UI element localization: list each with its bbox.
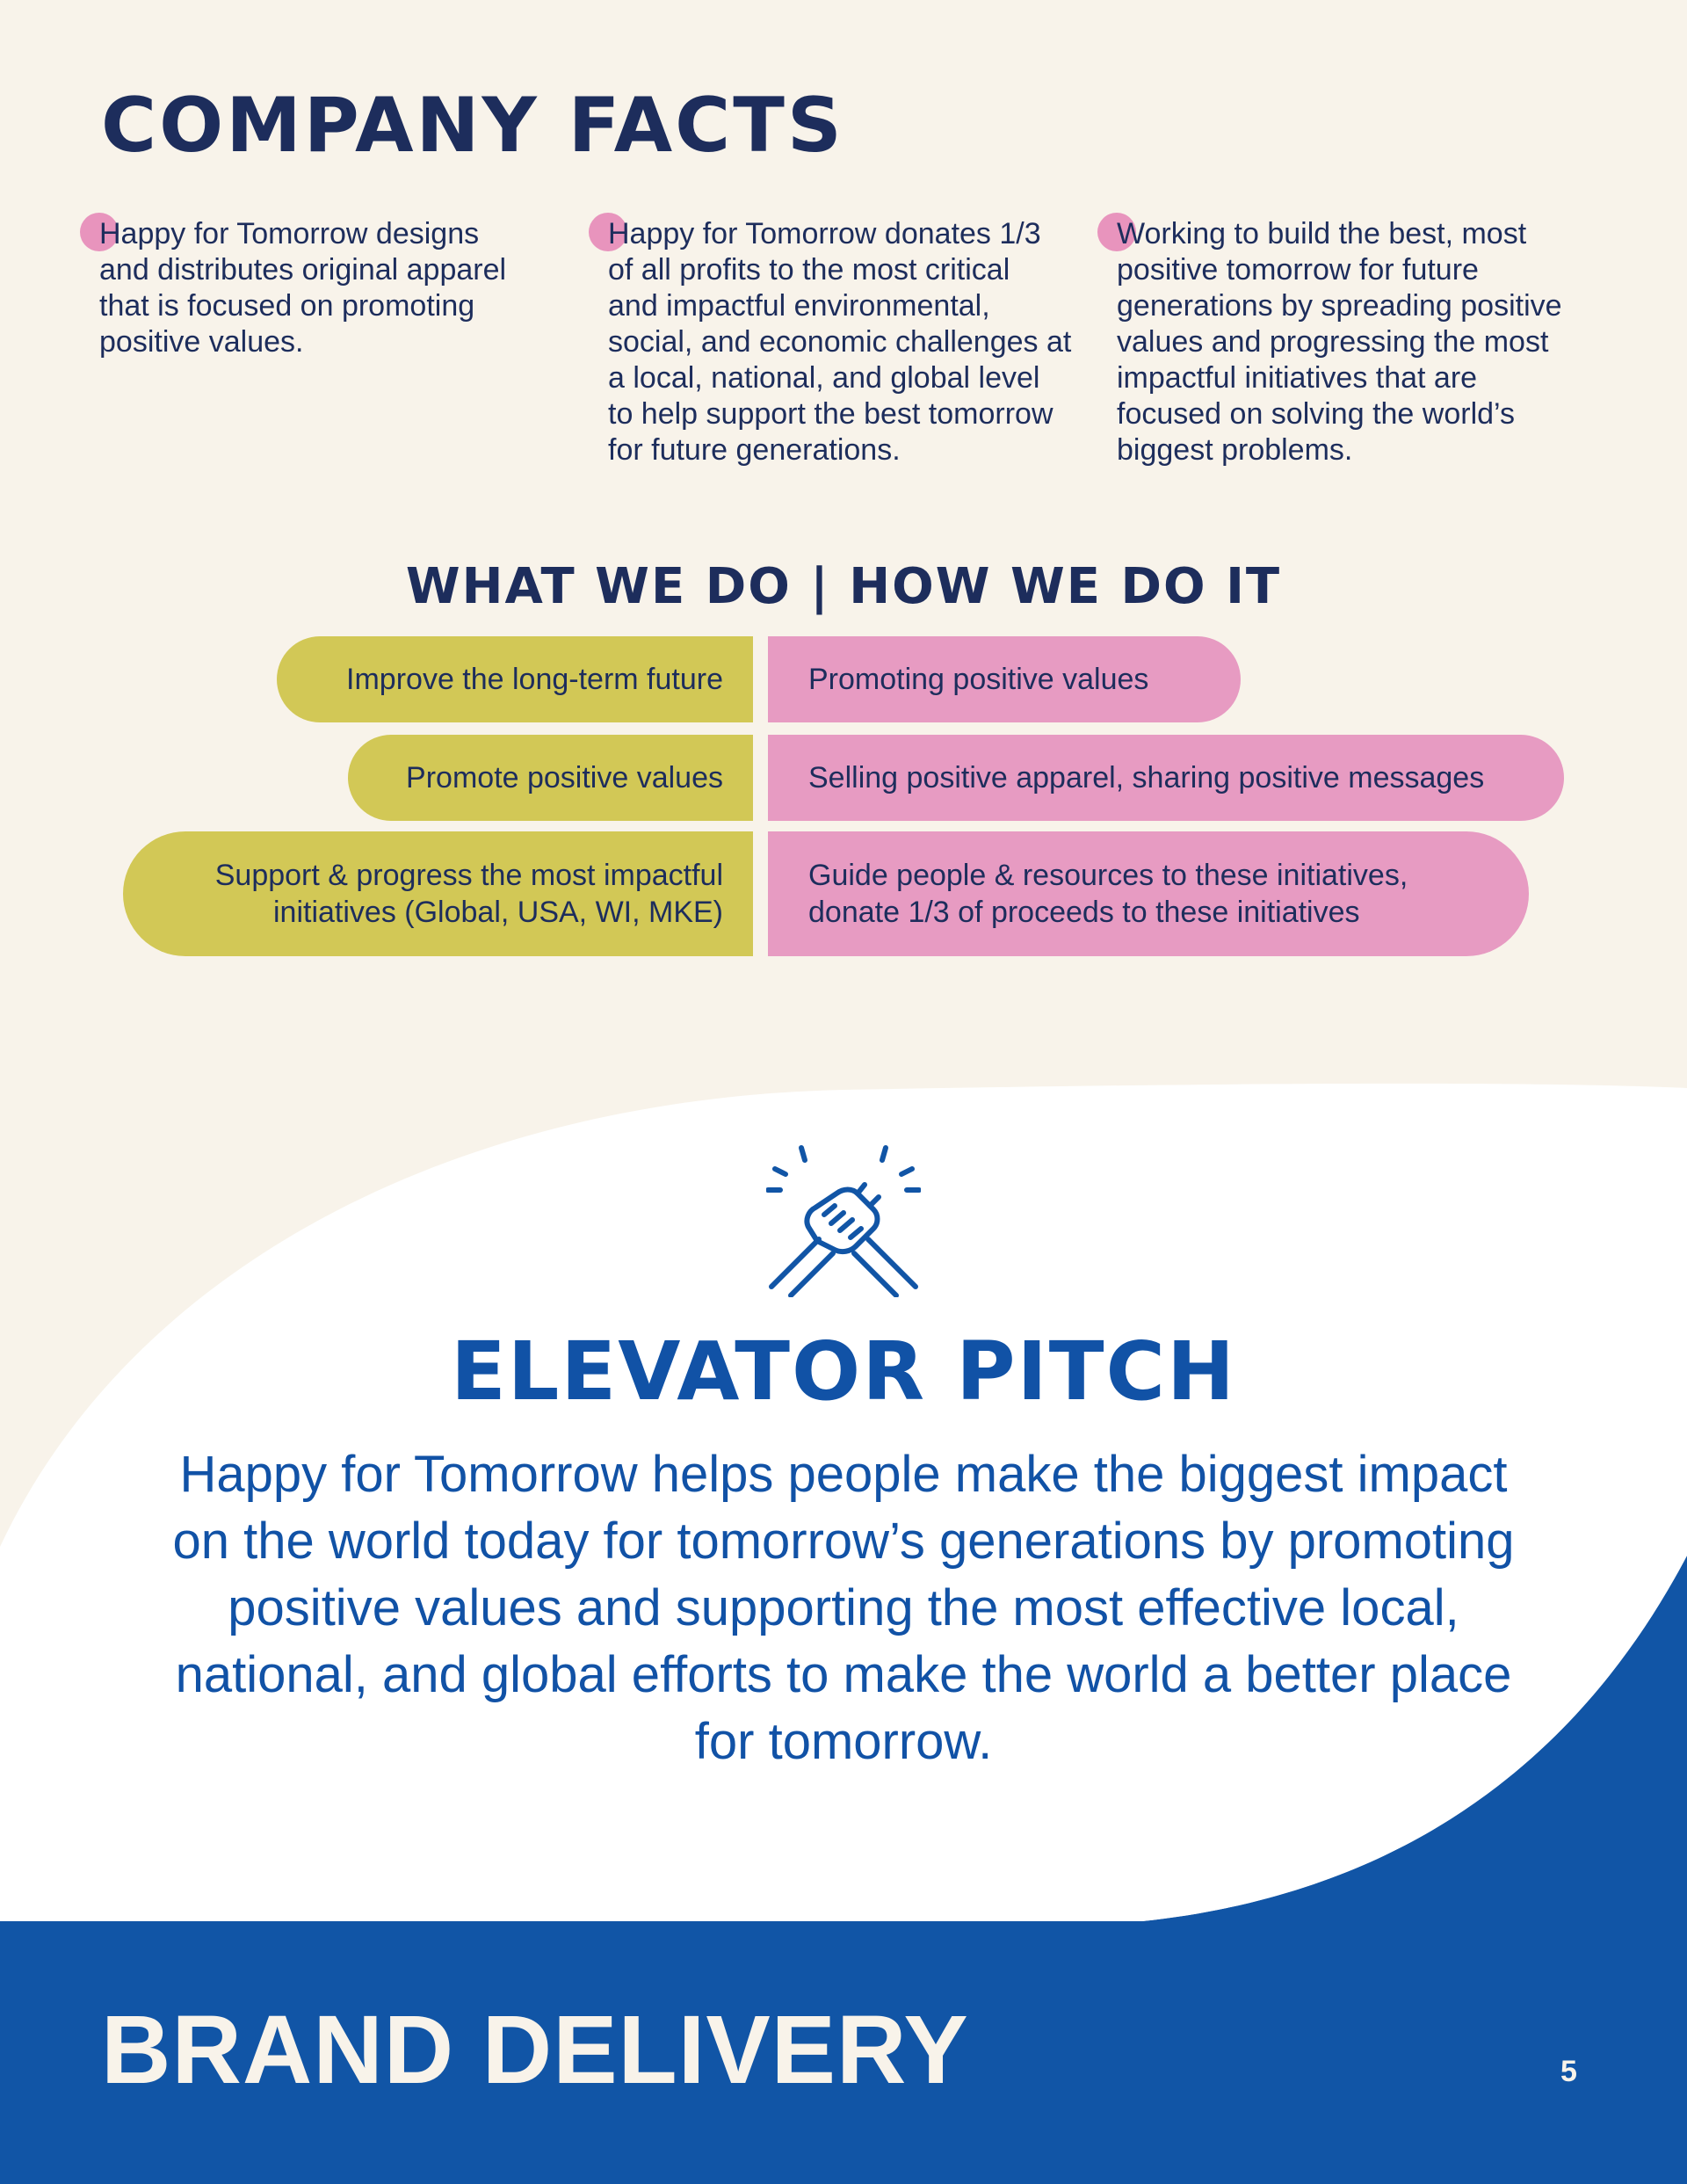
what-text-2: Promote positive values (406, 761, 723, 795)
fact-text-1: Happy for Tomorrow designs and distributes original apparel that is focused on promoting positive values. (99, 217, 507, 359)
what-text-3: Support & progress the most impactful initiatives (Global, USA, WI, MKE) (214, 859, 723, 929)
what-text-1: Improve the long-term future (346, 663, 723, 696)
what-pill-3 (123, 831, 753, 956)
elevator-pitch-title: ELEVATOR PITCH (450, 1324, 1237, 1419)
what-pill-1 (277, 636, 753, 722)
fact-text-2: Happy for Tomorrow donates 1/3 of all profits to the most critical and impactful environmental, social, and economic challenges at a local, national, and global level to help support the best tomorrow for future generations. (608, 217, 1072, 467)
how-text-2: Selling positive apparel, sharing positive messages (808, 761, 1485, 795)
page-number: 5 (1560, 2055, 1577, 2088)
fact-item-2 (608, 216, 1091, 468)
what-we-do-title: WHAT WE DO | HOW WE DO IT (405, 558, 1282, 615)
how-pill-2 (768, 735, 1564, 821)
page-title: COMPANY FACTS (101, 82, 844, 170)
how-text-1: Promoting positive values (808, 663, 1149, 696)
handshake-icon (766, 1143, 921, 1297)
footer-title: BRAND DELIVERY (101, 1996, 969, 2104)
what-pill-2 (348, 735, 753, 821)
how-pill-1 (768, 636, 1241, 722)
fact-text-3: Working to build the best, most positive tomorrow for future generations by spreading positive values and progressing the most impactful initiatives that are focused on solving the world’s biggest problems. (1117, 217, 1562, 467)
how-text-3: Guide people & resources to these initiatives, donate 1/3 of proceeds to these initiatives (808, 859, 1408, 929)
fact-item-1 (99, 216, 583, 360)
elevator-pitch-text: Happy for Tomorrow helps people make the biggest impact on the world today for tomorrow’s generations by promoting positive values and supporting the most effective local, national, and global efforts to make the world a better place for tomorrow. (172, 1446, 1515, 1770)
fact-item-3 (1117, 216, 1600, 468)
how-pill-3 (768, 831, 1529, 956)
